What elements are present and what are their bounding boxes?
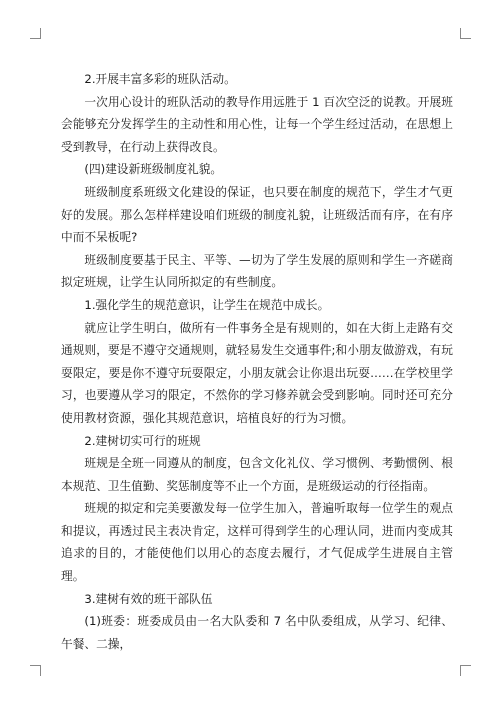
paragraph-rules-formulation: 班规的拟定和完美要激发每一位学生加入，普遍听取每一位学生的观点和提议，再透过民主表决肯定，这样可得到学生的心理认同，进而内变成其追求的目的，才能使他们以用心的态度去履行，才气促成学生进展自主管理。	[61, 501, 453, 584]
heading-activities: 2.开展丰富多彩的班队活动。	[84, 72, 236, 86]
paragraph-class-activities: 一次用心设计的班队活动的教导作用远胜于 1 百次空泛的说教。开展班会能够充分发挥学生的主动性和用心性，让每一个学生经过活动，在思想上受到教导，在行动上获得改良。	[61, 94, 453, 154]
crop-mark-bottom-left	[30, 665, 41, 676]
document-body	[61, 68, 453, 655]
heading-class-system: (四)建设新班级制度礼貌。	[84, 162, 223, 177]
heading-norm-awareness: 1.强化学生的规范意识，让学生在规范中成长。	[84, 297, 330, 312]
paragraph-system-guarantee: 班级制度系班级文化建设的保证，也只要在制度的规范下，学生才气更好的发展。那么怎样样建设咱们班级的制度礼貌，让班级活而有序，在有序中而不呆板呢?	[61, 184, 453, 245]
crop-mark-top-left	[30, 28, 41, 39]
crop-mark-top-right	[460, 28, 471, 39]
paragraph-norm-awareness: 就应让学生明白，做所有一件事务全是有规则的，如在大街上走路有交通规则，要是不遵守交通规则，就轻易发生交通事件;和小朋友做游戏，有玩耍限定，要是你不遵守玩耍限定，小朋友就会让你退出玩耍……在学校里学习，也要遵从学习的限定，不然你的学习修养就会受到影响。同时还可充分使用教材资源，强化其规范意识，培植良好的行为习惯。	[61, 320, 453, 425]
paragraph-class-rules: 班规是全班一同遵从的制度，包含文化礼仪、学习惯例、考勤惯例、根本规范、卫生值勤、奖惩制度等不止一个方面，是班级运动的行径指南。	[61, 456, 453, 493]
heading-cadre-team: 3.建树有效的班干部队伍	[84, 591, 213, 606]
paragraph-class-committee: (1)班委：班委成员由一名大队委和 7 名中队委组成，从学习、纪律、午餐、二操，	[61, 614, 453, 651]
paragraph-democratic-rules: 班级制度要基于民主、平等、—切为了学生发展的原则和学生一齐磋商拟定班规，让学生认同所拟定的有些制度。	[61, 252, 453, 290]
heading-class-rules: 2.建树切实可行的班规	[84, 433, 201, 448]
crop-mark-bottom-right	[460, 665, 471, 676]
